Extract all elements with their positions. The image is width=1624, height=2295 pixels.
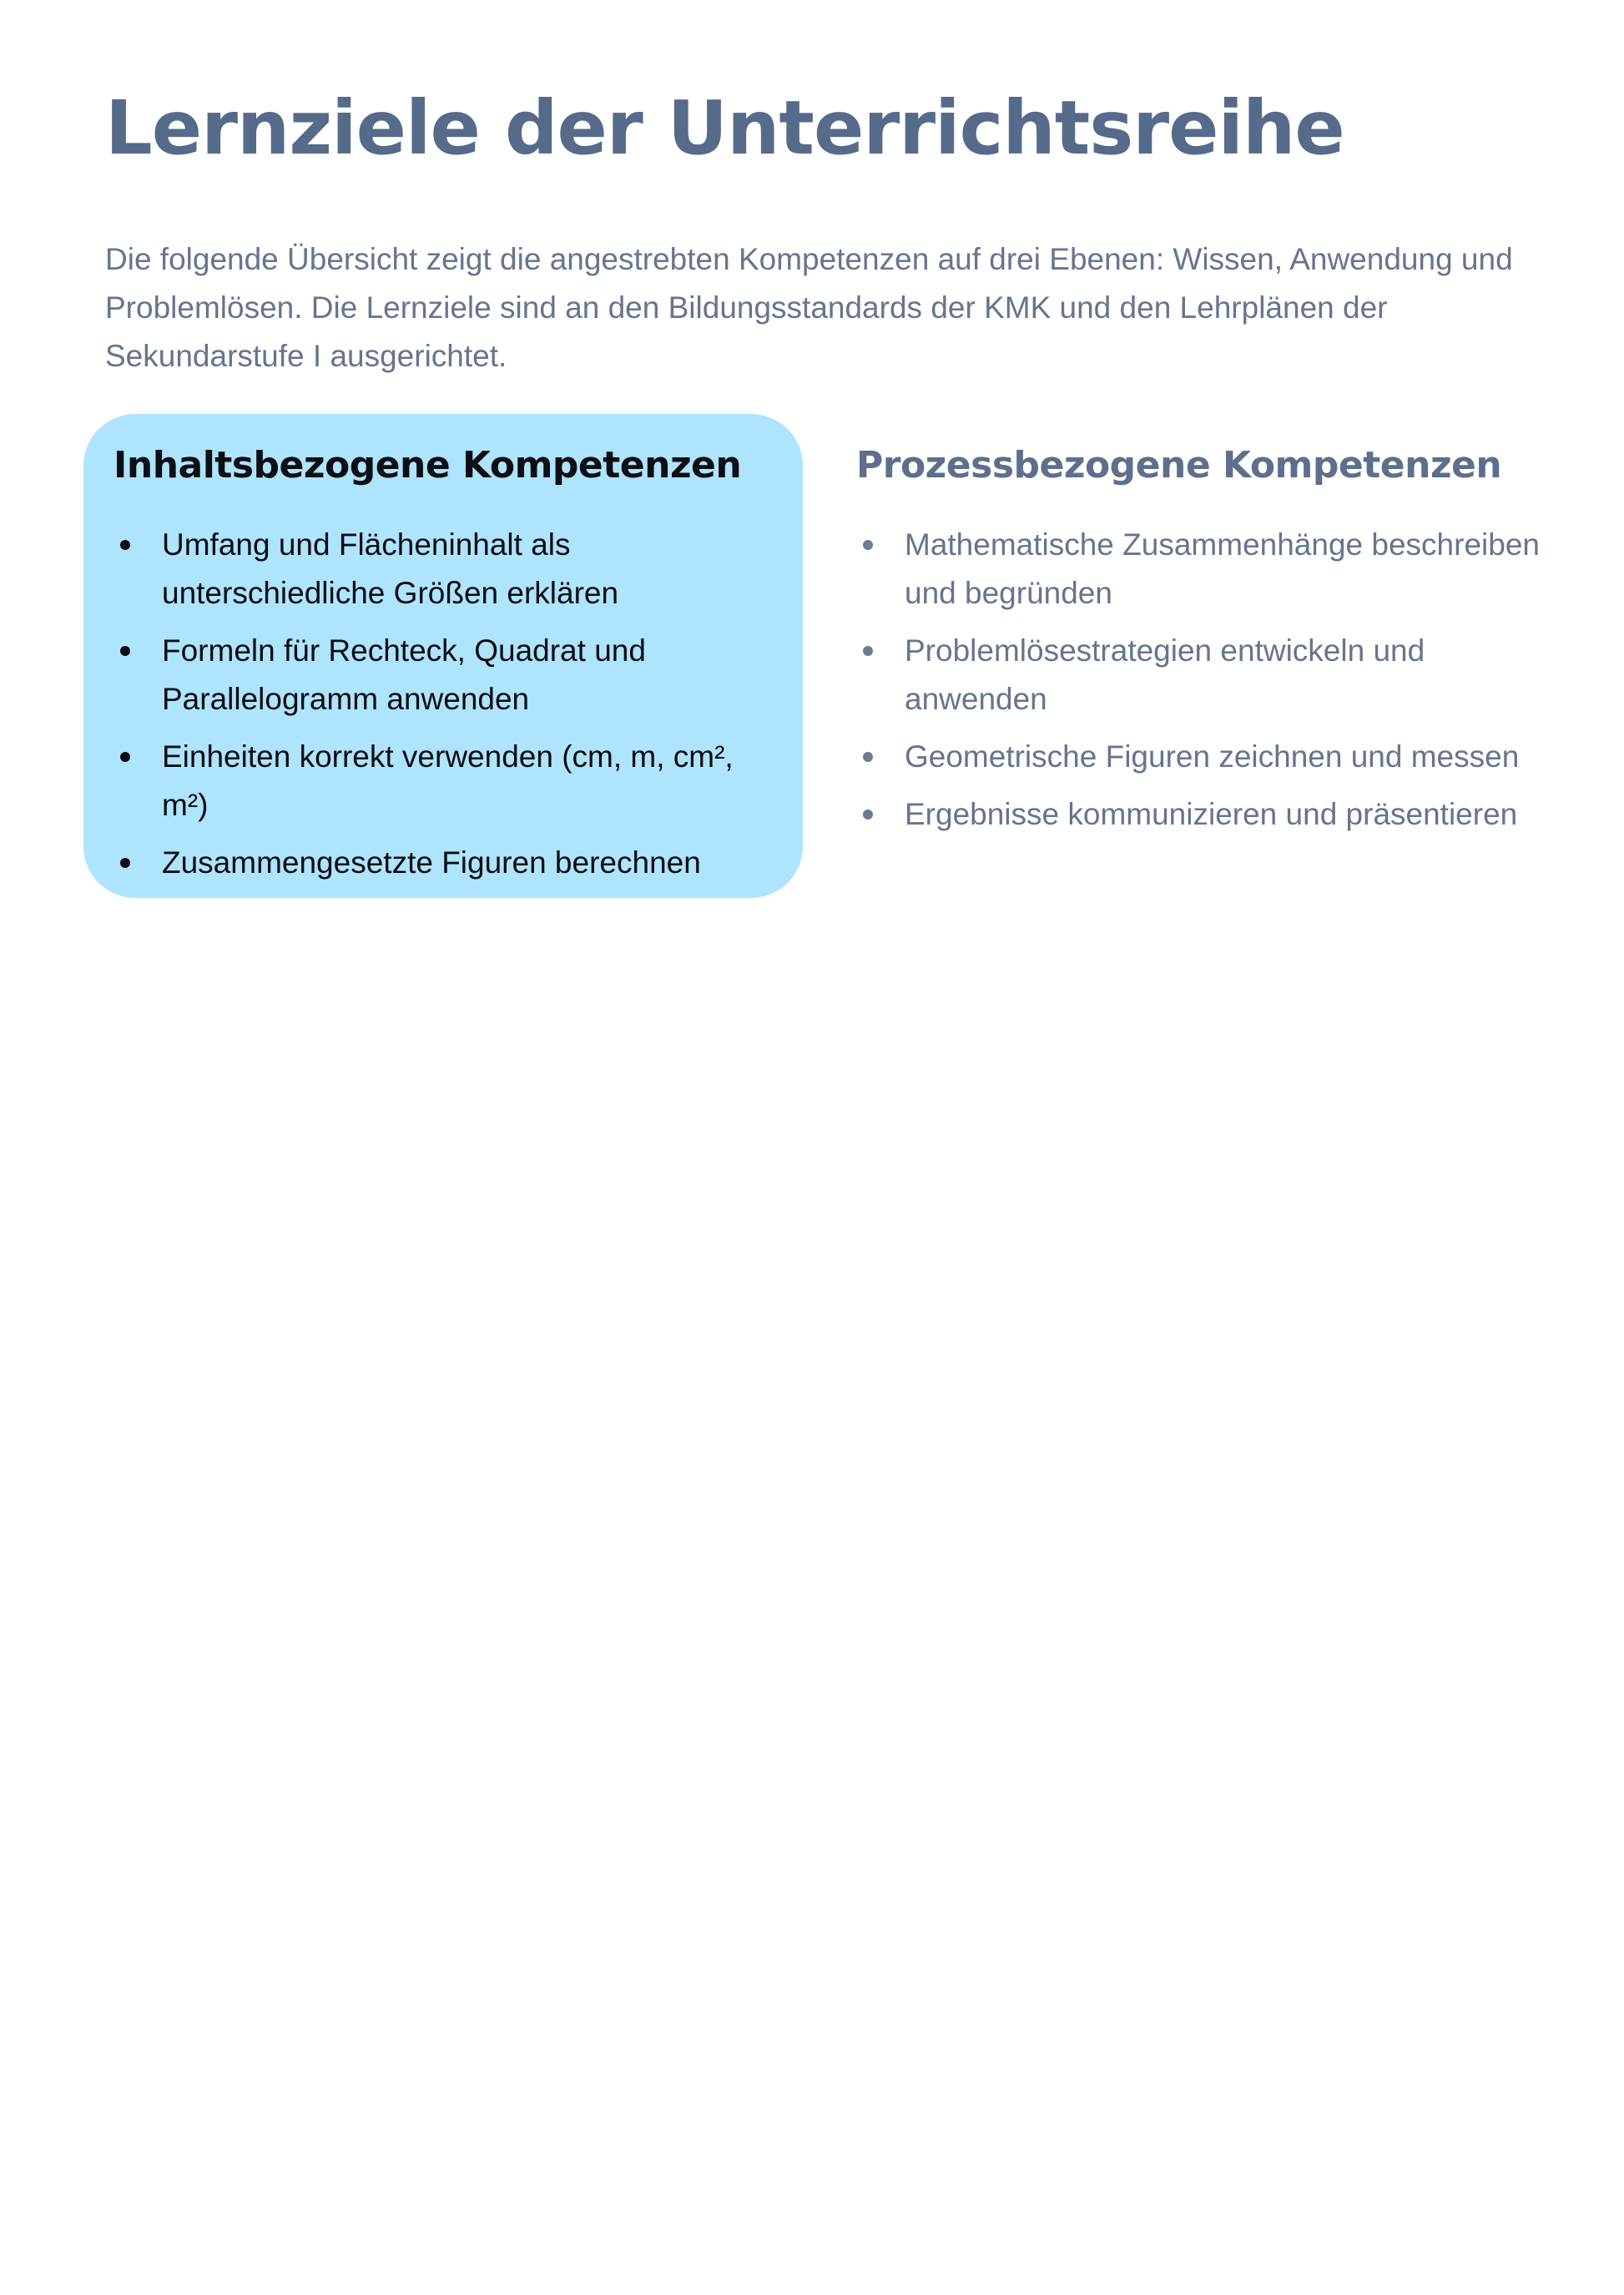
list-item-text: Problemlösestrategien entwickeln und anwenden [905,633,1425,716]
list-item-text: Mathematische Zusammenhänge beschreiben und begründen [905,527,1540,610]
list-item [113,627,773,724]
content-competences-list [113,521,773,887]
process-competences-heading: Prozessbezogene Kompetenzen [856,444,1502,487]
list-item-text: Einheiten korrekt verwenden (cm, m, cm², m²) [162,739,734,822]
list-item-text: Geometrische Figuren zeichnen und messen [905,739,1520,774]
list-item-text: Umfang und Flächeninhalt als unterschiedliche Größen erklären [162,527,619,610]
list-item [856,627,1557,724]
bullet-icon [863,810,873,820]
content-competences-heading: Inhaltsbezogene Kompetenzen [113,444,742,487]
list-item [113,521,773,618]
page-title: Lernziele der Unterrichtsreihe [105,84,1344,171]
list-item [113,839,773,887]
bullet-icon [863,752,873,762]
content-competences-card [83,414,803,898]
list-item-text: Zusammengesetzte Figuren berechnen [162,845,701,880]
bullet-icon [863,646,873,656]
list-item-text: Ergebnisse kommunizieren und präsentieren [905,797,1518,831]
process-competences-card [856,414,1557,848]
list-item [856,733,1557,781]
list-item [856,790,1557,839]
list-item [856,521,1557,618]
list-item-text: Formeln für Rechteck, Quadrat und Parallelogramm anwenden [162,633,646,716]
list-item [113,733,773,830]
bullet-icon [120,858,130,868]
bullet-icon [863,540,873,550]
bullet-icon [120,752,130,762]
bullet-icon [120,540,130,550]
intro-paragraph: Die folgende Übersicht zeigt die angestrebten Kompetenzen auf drei Ebenen: Wissen, Anwendung und Problemlösen. Die Lernziele sind an den Bildungsstandards der KMK und den Lehrplänen der Sekundarstufe I ausgerichtet. [105,242,1513,373]
process-competences-list [856,521,1557,839]
bullet-icon [120,646,130,656]
